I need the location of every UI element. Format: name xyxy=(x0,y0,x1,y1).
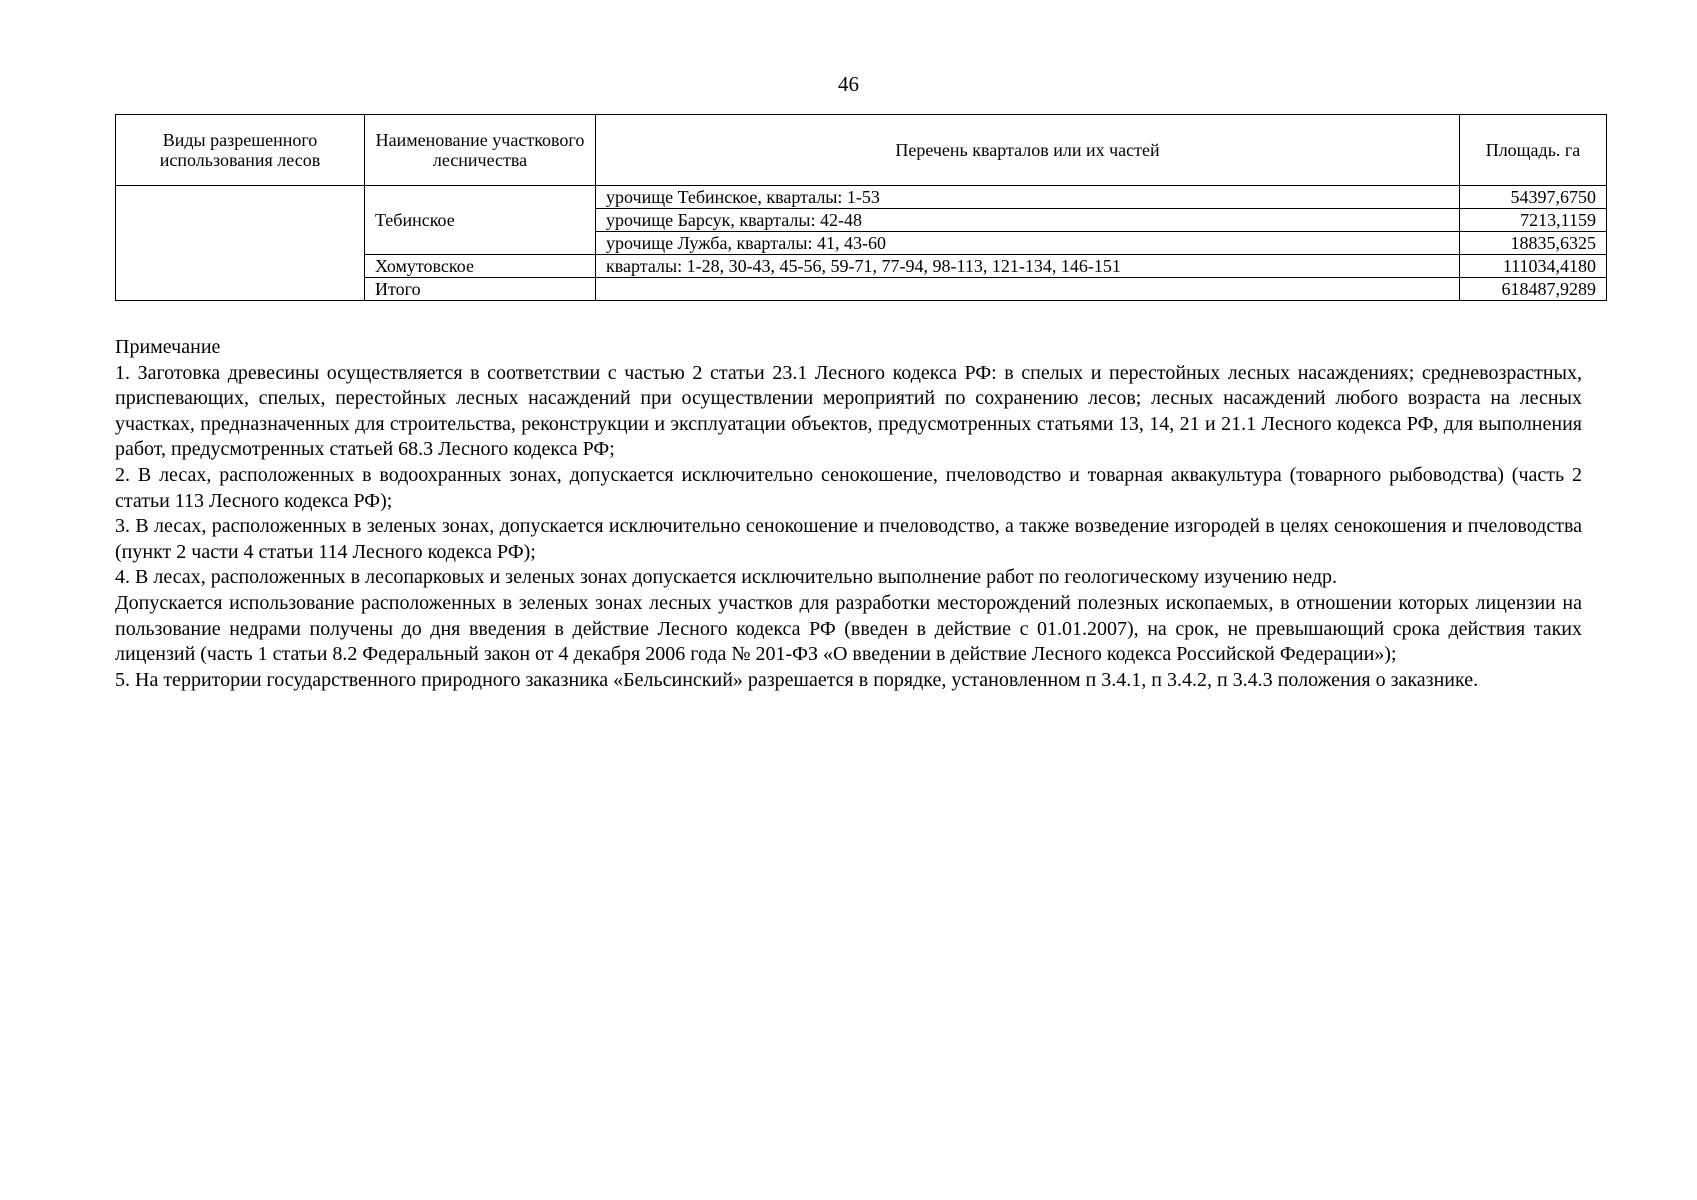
area-cell: 54397,6750 xyxy=(1460,186,1607,209)
quarters-cell: кварталы: 1-28, 30-43, 45-56, 59-71, 77-94, 98-113, 121-134, 146-151 xyxy=(596,255,1460,278)
area-cell: 7213,1159 xyxy=(1460,209,1607,232)
header-quarters-list: Перечень кварталов или их частей xyxy=(596,115,1460,186)
use-type-cell xyxy=(116,186,365,301)
area-cell: 18835,6325 xyxy=(1460,232,1607,255)
header-area: Площадь. га xyxy=(1460,115,1607,186)
note-item: 4. В лесах, расположенных в лесопарковых и зеленых зонах допускается исключительно выполнение работ по геологическому изучению недр. xyxy=(115,566,1338,589)
note-item: 2. В лесах, расположенных в водоохранных зонах, допускается исключительно сенокошение, пчеловодство и товарная аквакультура (товарного рыбоводства) (часть 2 статьи 113 Лесного кодекса РФ); xyxy=(115,463,1582,512)
note-item: 3. В лесах, расположенных в зеленых зонах, допускается исключительно сенокошение и пчеловодство, а также возведение изгородей в целях сенокошения и пчеловодства (пункт 2 части 4 статьи 114 Лесного кодекса РФ); xyxy=(115,515,1582,563)
forestry-cell: Тебинское xyxy=(365,186,596,255)
notes-section xyxy=(115,335,1582,693)
total-area: 618487,9289 xyxy=(1460,278,1607,301)
quarters-cell: урочище Барсук, кварталы: 42-48 xyxy=(596,209,1460,232)
total-label: Итого xyxy=(365,278,596,301)
forest-use-table xyxy=(115,114,1607,301)
area-cell: 111034,4180 xyxy=(1460,255,1607,278)
total-quarters-cell xyxy=(596,278,1460,301)
note-item: 5. На территории государственного природного заказника «Бельсинский» разрешается в порядке, установленном п 3.4.1, п 3.4.2, п 3.4.3 положения о заказнике. xyxy=(115,668,1479,691)
quarters-cell: урочище Лужба, кварталы: 41, 43-60 xyxy=(596,232,1460,255)
header-forestry-name: Наименование участкового лесничества xyxy=(365,115,596,186)
table-row xyxy=(116,186,1607,209)
forestry-cell: Хомутовское xyxy=(365,255,596,278)
table-header-row xyxy=(116,115,1607,186)
note-item: 1. Заготовка древесины осуществляется в соответствии с частью 2 статьи 23.1 Лесного кодекса РФ: в спелых и перестойных лесных насаждениях; средневозрастных, приспевающих, спелых, перестойных лесных насаждений при осуществлении мероприятий по сохранению лесов; лесных насаждений любого возраста на лесных участках, предназначенных для строительства, реконструкции и эксплуатации объектов, предусмотренных статьями 13, 14, 21 и 21.1 Лесного кодекса РФ, для выполнения работ, предусмотренных статьей 68.3 Лесного кодекса РФ; xyxy=(115,361,1582,461)
notes-title: Примечание xyxy=(115,336,221,358)
note-item: Допускается использование расположенных в зеленых зонах лесных участков для разработки месторождений полезных ископаемых, в отношении которых лицензии на пользование недрами получены до дня введения в действие Лесного кодекса РФ (введен в действие с 01.01.2007), на срок, не превышающий срока действия таких лицензий (часть 1 статьи 8.2 Федеральный закон от 4 декабря 2006 года № 201-ФЗ «О введении в действие Лесного кодекса Российской Федерации»); xyxy=(115,591,1582,666)
page-number: 46 xyxy=(838,72,859,96)
header-use-types: Виды разрешенного использования лесов xyxy=(116,115,365,186)
quarters-cell: урочище Тебинское, кварталы: 1-53 xyxy=(596,186,1460,209)
